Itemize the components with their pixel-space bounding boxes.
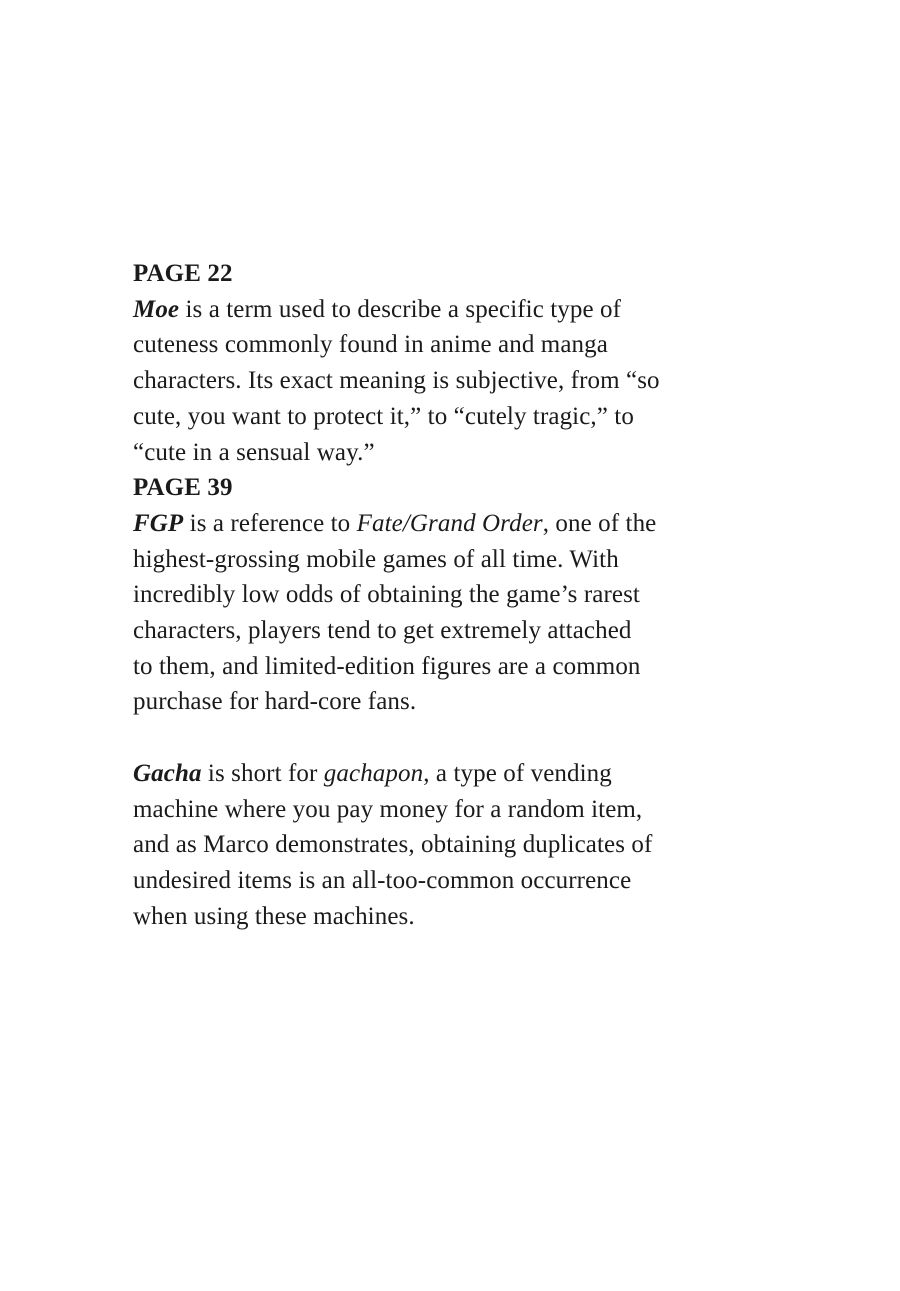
text-line xyxy=(133,363,793,399)
italic-term: gachapon xyxy=(323,759,424,787)
text-segment: when using these machines. xyxy=(133,902,415,930)
note-paragraph xyxy=(133,506,793,720)
page-heading: PAGE 22 xyxy=(133,260,233,287)
text-segment: cute, you want to protect it,” to “cutely tragic,” to xyxy=(133,402,634,430)
text-line xyxy=(133,827,793,863)
text-line xyxy=(133,792,793,828)
text-segment: is a term used to describe a specific type of xyxy=(179,295,622,323)
italic-term: Fate/Grand Order xyxy=(356,509,543,537)
text-segment: undesired items is an all-too-common occurrence xyxy=(133,866,632,894)
text-line xyxy=(133,435,793,471)
text-line xyxy=(133,863,793,899)
notes-section xyxy=(133,470,793,934)
bold-italic-term: Gacha xyxy=(133,759,202,787)
text-segment: highest-grossing mobile games of all time. With xyxy=(133,545,619,573)
translation-notes-text-block xyxy=(133,256,793,934)
text-segment: to them, and limited-edition figures are a common xyxy=(133,652,641,680)
note-paragraph xyxy=(133,756,793,935)
text-line xyxy=(133,899,793,935)
text-line xyxy=(133,649,793,685)
text-line xyxy=(133,292,793,328)
text-line xyxy=(133,684,793,720)
notes-section xyxy=(133,256,793,470)
text-segment: characters, players tend to get extremely attached xyxy=(133,617,632,645)
text-line xyxy=(133,756,793,792)
text-segment: is short for xyxy=(201,759,324,787)
text-segment: is a reference to xyxy=(183,509,357,537)
text-segment: characters. Its exact meaning is subjective, from “so xyxy=(133,367,660,395)
text-segment: , a type of vending xyxy=(423,759,612,787)
text-segment: and as Marco demonstrates, obtaining duplicates of xyxy=(133,831,653,859)
text-line xyxy=(133,542,793,578)
text-line xyxy=(133,577,793,613)
page-heading: PAGE 39 xyxy=(133,474,233,502)
text-segment: “cute in a sensual way.” xyxy=(133,438,375,466)
bold-italic-term: FGP xyxy=(133,509,184,537)
text-line xyxy=(133,506,793,542)
bold-italic-term: Moe xyxy=(133,295,180,323)
note-paragraph xyxy=(133,292,793,471)
text-segment: incredibly low odds of obtaining the game’s rarest xyxy=(133,581,640,609)
text-segment: purchase for hard-core fans. xyxy=(133,688,417,716)
text-segment: cuteness commonly found in anime and manga xyxy=(133,331,608,359)
text-line xyxy=(133,327,793,363)
text-line xyxy=(133,613,793,649)
text-segment: machine where you pay money for a random item, xyxy=(133,795,643,823)
text-line xyxy=(133,399,793,435)
text-segment: , one of the xyxy=(542,509,657,537)
